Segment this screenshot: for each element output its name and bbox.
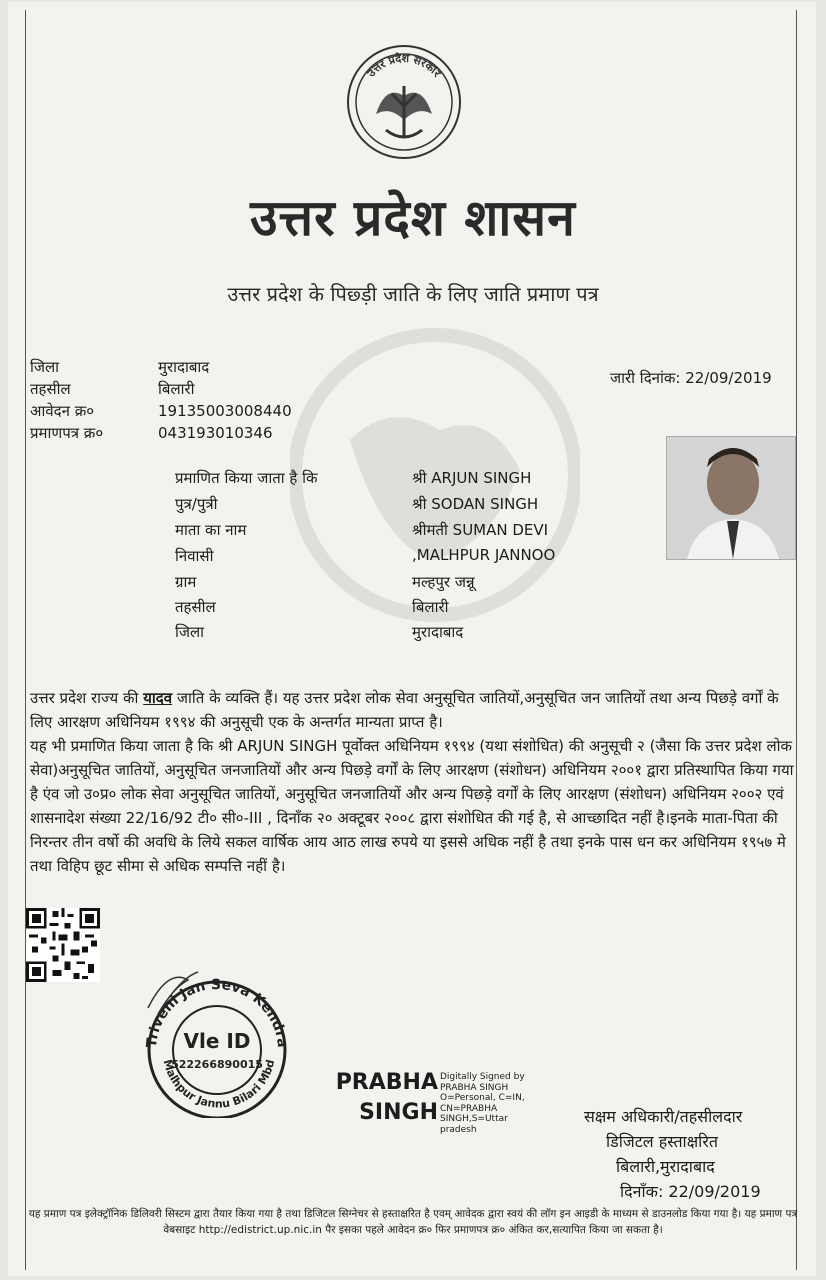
signer-last-name: SINGH [359, 1100, 438, 1125]
authority-date: दिनाँक: 22/09/2019 [620, 1182, 761, 1201]
authority-title: सक्षम अधिकारी/तहसीलदार [584, 1107, 743, 1126]
authority-location: बिलारी,मुरादाबाद [616, 1157, 715, 1176]
certificate-body [30, 686, 800, 878]
emblem-text: उत्तर प्रदेश सरकार [364, 51, 444, 80]
authority-block [584, 1104, 761, 1204]
footer-note: यह प्रमाण पत्र इलेक्ट्रॉनिक डिलिवरी सिस्टम द्वारा तैयार किया गया है तथा डिजिटल सिग्नेचर से हस्ताक्षरित है एवम् आवेदक द्वारा स्वयं की लॉग इन आइडी के माध्यम से डाउनलोड किया गया है। यह प्रमाण पत्र वेबसाइट http://edistrict.up.nic.in पैर इसका पहले आवेदन क्र० फिर प्रमाणपत्र क्र० अंकित कर,सत्यापित किया जा सकता है। [28, 1208, 798, 1236]
qr-code-icon [26, 908, 100, 982]
field-value-tehsil: बिलारी [412, 598, 449, 616]
dsig-line: PRABHA SINGH [440, 1082, 509, 1093]
dsig-line: O=Personal, C=IN, [440, 1093, 525, 1103]
stamp-vle-label: Vle ID [183, 1029, 251, 1053]
dsig-line: pradesh [440, 1124, 477, 1135]
field-label-son-daughter: पुत्र/पुत्री [175, 495, 218, 513]
field-value-district: मुरादाबाद [412, 623, 464, 641]
signer-first-name: PRABHA [335, 1070, 438, 1095]
field-label-village: ग्राम [175, 573, 197, 591]
meta-value-certificate-no: 043193010346 [158, 424, 273, 442]
stamp-ring-text: Triveni Jan Seva Kendra [143, 976, 291, 1049]
stamp-vle-id: 522266890015 [171, 1058, 263, 1071]
authority-digital-signed: डिजिटल हस्ताक्षरित [606, 1132, 718, 1151]
field-value-resident: ,MALHPUR JANNOO [412, 546, 556, 564]
meta-label-district: जिला [30, 358, 60, 376]
field-label-tehsil: तहसील [175, 598, 216, 616]
body-text-second: यह भी प्रमाणित किया जाता है कि श्री ARJUN SINGH पूर्वोक्त अधिनियम १९९४ (यथा संशोधित) की अनुसूची २ (जैसा कि उत्तर प्रदेश लोक सेवा)अनुसूचित जातियों, अनुसूचित जनजातियों और अन्य पिछड़े वर्गों के लिए आरक्षण (संशोधन) अधिनियम २००१ द्वारा प्रतिस्थापित किया गया है एंव जो उ०प्र० लोक सेवा अनुसूचित जातियों, अनुसूचित जनजातियों और अन्य पिछड़े वर्गों के लिए आरक्षण (संशोधन) अधिनियम २००२ एवं शासनादेश संख्या 22/16/92 टी० सी०-III , दिनाँक २० अक्टूबर २००८ द्वारा संशोधित की गई है, से आच्छादित नहीं है।इनके माता-पिता की निरन्तर तीन वर्षो की अवधि के लिये सकल वार्षिक आय आठ लाख रुपये या इससे अधिक नहीं है तथा इनके पास धन कर अधिनियम १९५७ मे तथा विहिप छूट सीमा से अधिक सम्पत्ति नहीं है। [30, 737, 794, 875]
field-label-resident: निवासी [175, 547, 214, 565]
meta-value-application-no: 19135003008440 [158, 402, 292, 420]
issue-date: जारी दिनांक: 22/09/2019 [610, 369, 772, 387]
dsig-line: SINGH,S=Uttar [440, 1114, 508, 1124]
document-title: उत्तर प्रदेश शासन [250, 188, 576, 247]
applicant-photo [666, 436, 796, 560]
field-value-son-daughter: श्री SODAN SINGH [412, 495, 539, 513]
stamp-bottom-text: Malhpur Jannu Bilari Mbd [160, 1058, 278, 1111]
meta-label-certificate-no: प्रमाणपत्र क्र० [30, 424, 104, 442]
dsig-line: CN=PRABHA [440, 1103, 498, 1114]
meta-value-district: मुरादाबाद [158, 358, 210, 376]
field-label-mother-name: माता का नाम [175, 521, 247, 539]
meta-label-application-no: आवेदन क्र० [30, 402, 95, 420]
signer-name [334, 1068, 438, 1128]
body-text-end: जाति के व्यक्ति हैं। यह उत्तर प्रदेश लोक सेवा अनुसूचित जातियों,अनुसूचित जन जातियों तथा अन्य पिछड़े वर्गों के लिए आरक्षण अधिनियम १९९४ की अनुसूची एक के अन्तर्गत मान्यता प्राप्त है। [30, 689, 779, 731]
svg-text:उत्तर प्रदेश सरकार [364, 51, 444, 80]
document-subtitle: उत्तर प्रदेश के पिछ्ड़ी जाति के लिए जाति प्रमाण पत्र [227, 282, 599, 306]
field-value-mother-name: श्रीमती SUMAN DEVI [412, 521, 549, 539]
field-value-village: मल्हपुर जन्नू [412, 573, 475, 591]
field-label-certified-name: प्रमाणित किया जाता है कि [175, 469, 318, 487]
meta-label-tehsil: तहसील [30, 380, 71, 398]
dsig-line: Digitally Signed by [440, 1072, 525, 1082]
up-emblem-icon [346, 44, 462, 160]
digital-signature-details [440, 1072, 540, 1135]
field-label-district: जिला [175, 623, 205, 641]
body-text-start: उत्तर प्रदेश राज्य की [30, 689, 144, 707]
vle-stamp [128, 958, 298, 1118]
meta-value-tehsil: बिलारी [158, 380, 195, 398]
caste-name: यादव [143, 689, 173, 707]
field-value-certified-name: श्री ARJUN SINGH [412, 469, 532, 487]
